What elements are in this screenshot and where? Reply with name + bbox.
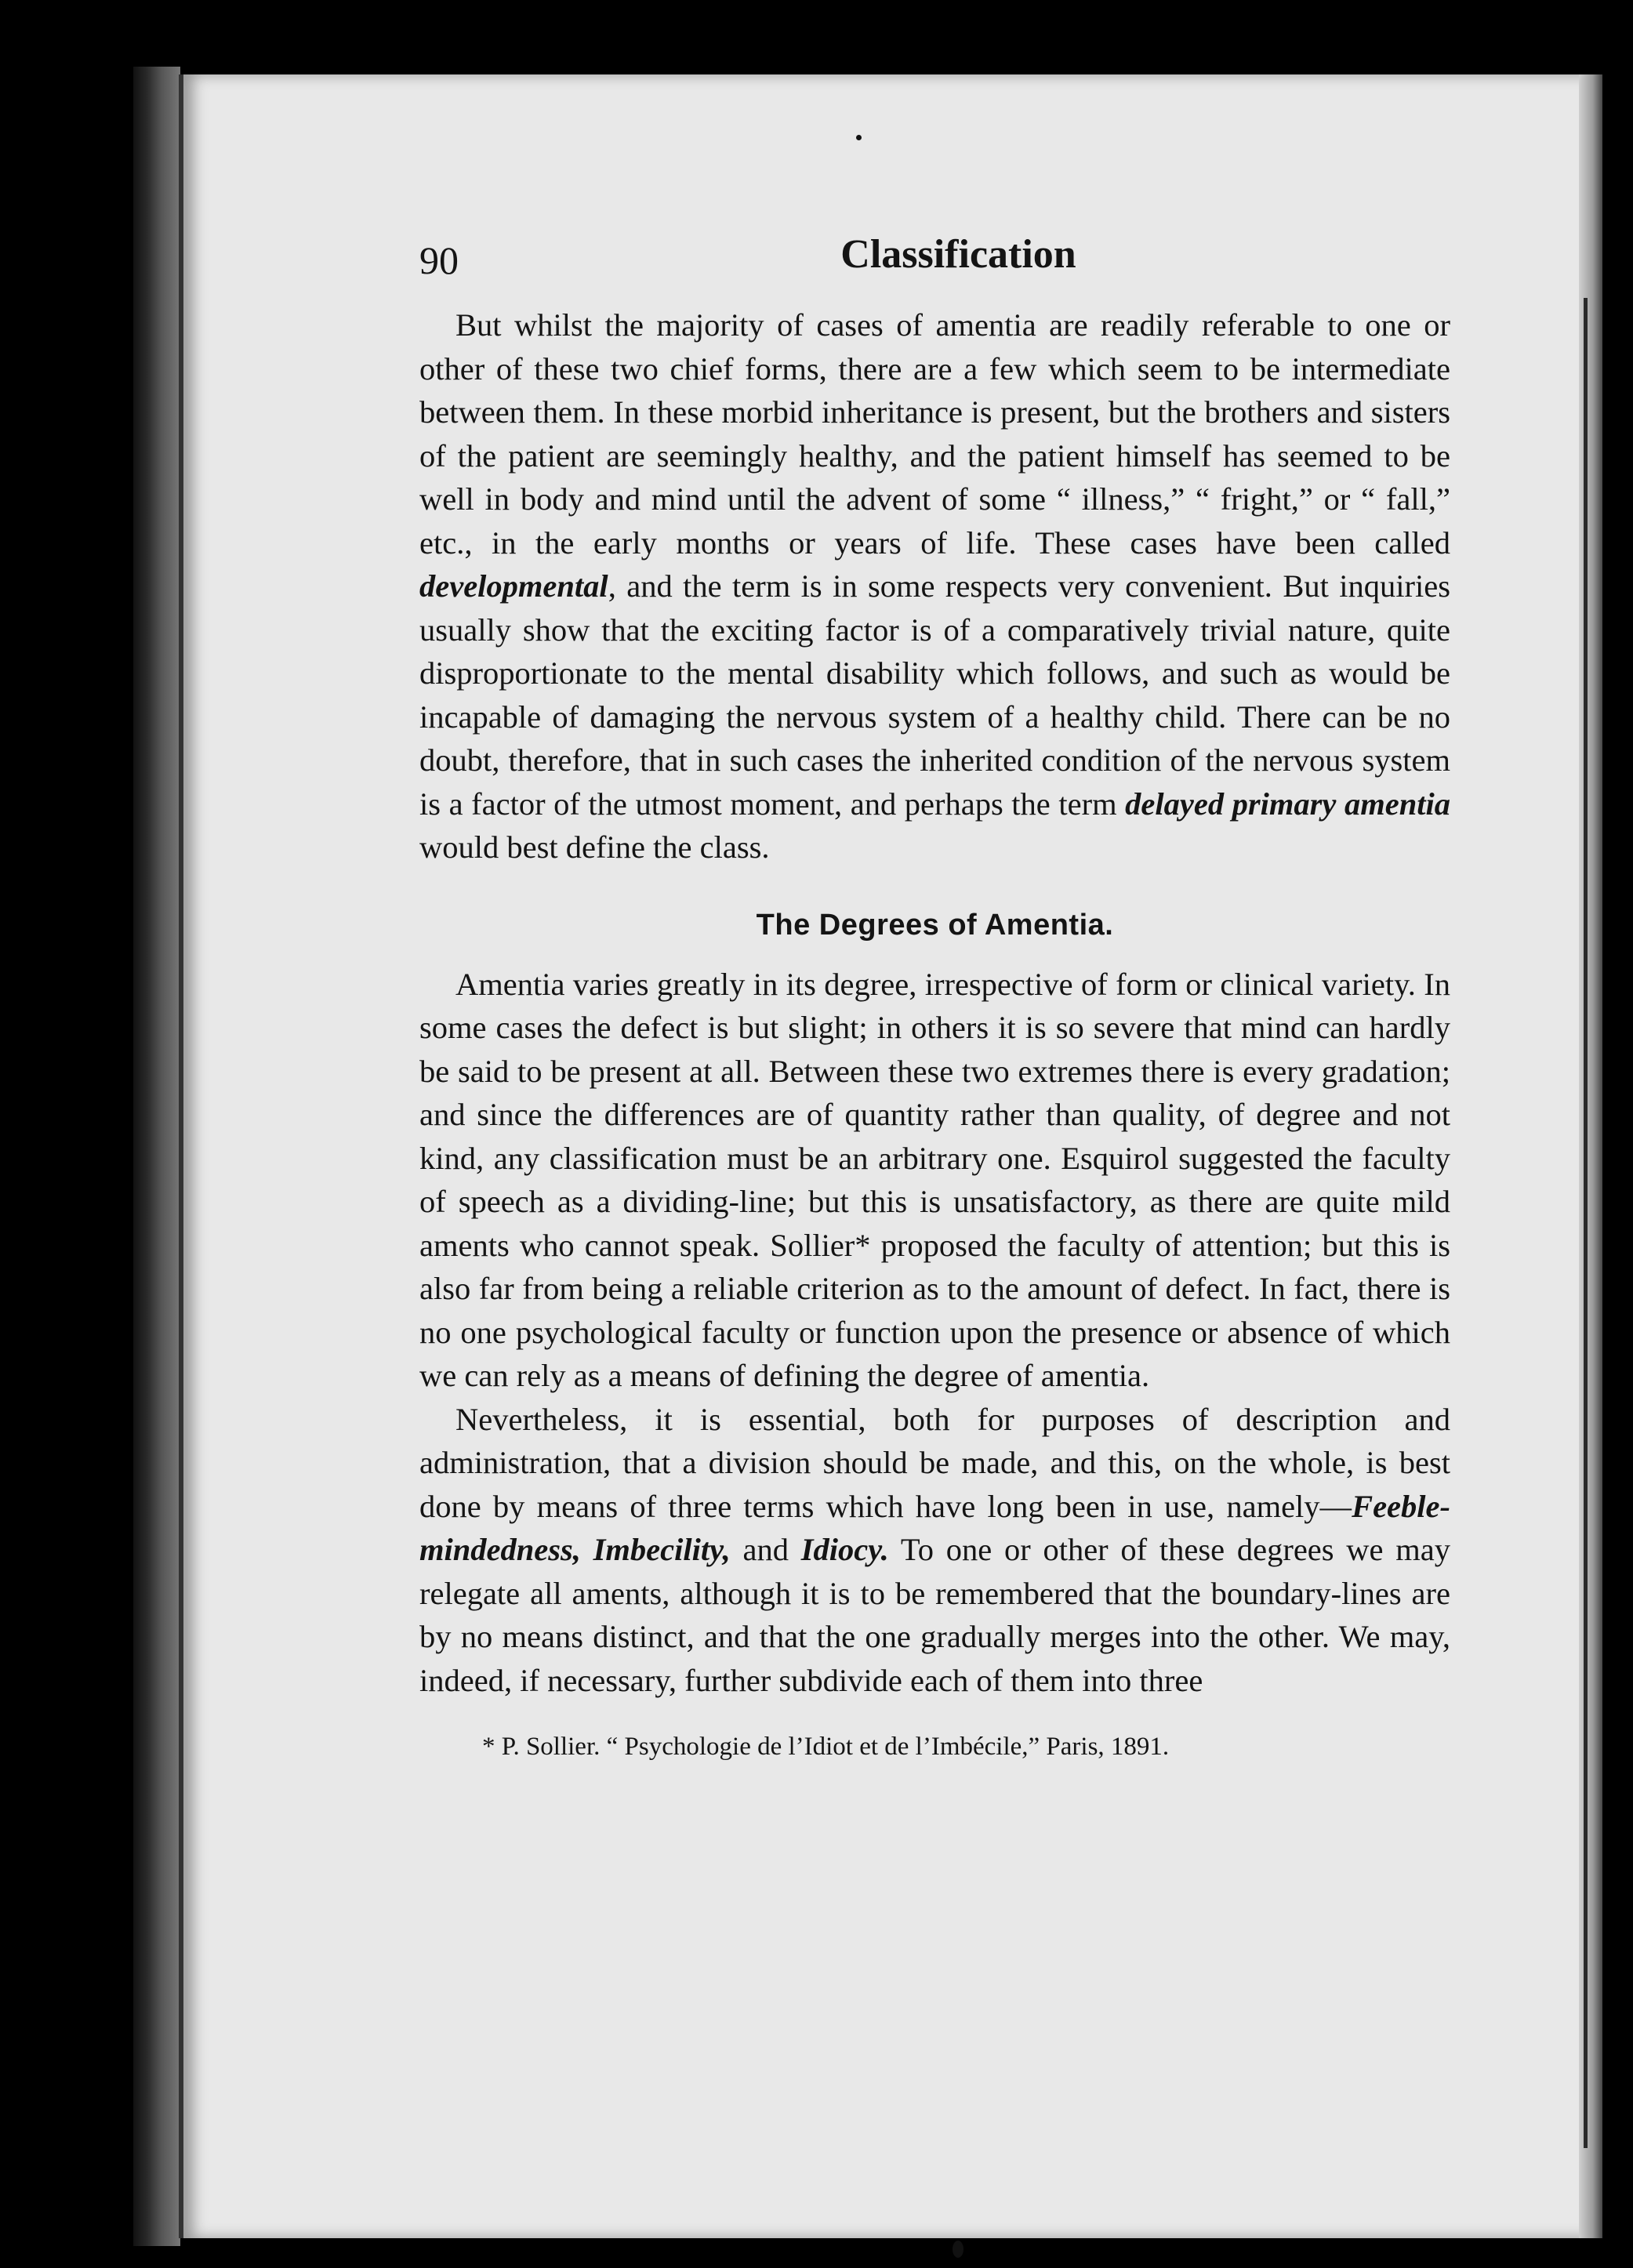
- paragraph-text: Nevertheless, it is essential, both for purposes of description and administration, that a division should be made, and this, on the whole, is best done by means of three terms which have long been in use, namely—: [419, 1401, 1450, 1524]
- running-title: Classification: [840, 232, 1076, 277]
- paragraph-text: Amentia varies greatly in its degree, irrespective of form or clinical variety. In some cases the defect is but slight; in others it is so severe that mind can hardly be said to be present at all. Between these two extremes there is every gradation; and since the differences are of quantity rather than quality, of degree and not kind, any classification must be an arbitrary one. Esquirol suggested the faculty of speech as a dividing-line; but this is unsatisfactory, as there are quite mild aments who cannot speak. Sollier* proposed the faculty of attention; but this is also far from being a reliable criterion as to the amount of defect. In fact, there is no one psychological faculty or function upon the presence or absence of which we can rely as a means of defining the degree of amentia.: [419, 966, 1450, 1393]
- paragraph-text: , and the term is in some respects very convenient. But inquiries usually show that the exciting factor is of a comparatively trivial nature, quite disproportionate to the mental disability which follows, and such as would be incapable of damaging the nervous system of a healthy child. There can be no doubt, therefore, that in such cases the inherited condition of the nervous system is a factor of the utmost moment, and perhaps the term: [419, 568, 1450, 822]
- italic-term: developmental: [419, 568, 608, 604]
- italic-term: Feeble-mindedness, Imbecility,: [419, 1488, 1450, 1567]
- paragraph-text: would best define the class.: [419, 829, 770, 865]
- book-spine-edge: [133, 67, 180, 2246]
- italic-term: delayed primary amentia: [1125, 786, 1450, 822]
- scan-speck: [856, 135, 862, 140]
- paragraph-text: To one or other of these degrees we may relegate all aments, although it is to be remembered that the boundary-lines are by no means distinct, and that the one gradually merges into the other. We may, indeed, if necessary, further subdivide each of them into three: [419, 1532, 1450, 1698]
- paragraph-text: But whilst the majority of cases of amentia are readily referable to one or other of these two chief forms, there are a few which seem to be intermediate between them. In these morbid inheritance is present, but the brothers and sisters of the patient are seemingly healthy, and the patient himself has seemed to be well in body and mind until the advent of some “ illness,” “ fright,” or “ fall,” etc., in the early months or years of life. These cases have been called: [419, 307, 1450, 561]
- section-heading: The Degrees of Amentia.: [756, 908, 1114, 942]
- body-paragraph: [419, 1398, 1450, 1703]
- running-head: [419, 231, 1450, 294]
- body-paragraph: [419, 303, 1450, 869]
- italic-term: Idiocy.: [800, 1532, 889, 1567]
- footnote: * P. Sollier. “ Psychologie de l’Idiot et de l’Imbécile,” Paris, 1891.: [482, 1733, 1170, 1761]
- page-content: [419, 231, 1450, 1763]
- scan-speck: [953, 2241, 963, 2258]
- body-paragraph: [419, 963, 1450, 1398]
- page-gutter-line: [1584, 298, 1594, 2148]
- paragraph-text: and: [730, 1532, 801, 1567]
- page-number: 90: [419, 238, 459, 282]
